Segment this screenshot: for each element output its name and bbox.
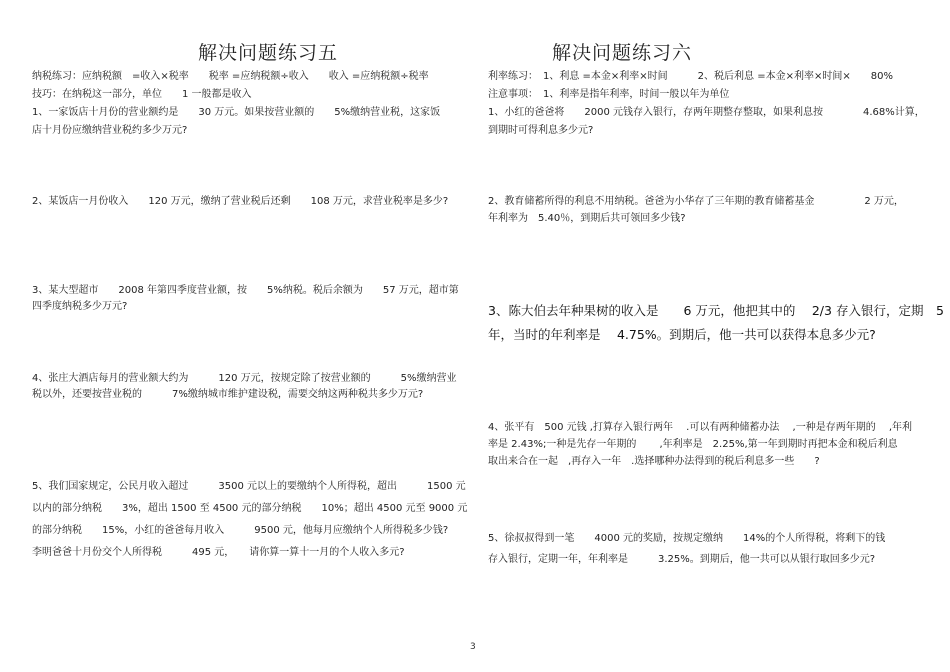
left-q4-line2: 税以外，还要按营业税的 7%缴纳城市维护建设税，需要交纳这两种税共多少万元? — [32, 389, 424, 400]
right-q3-line1: 3、陈大伯去年种果树的收入是 6 万元，他把其中的 2/3 存入银行，定期 5 — [488, 303, 944, 318]
left-q5-line3: 的部分纳税 15%，小红的爸爸每月收入 9500 元，他每月应缴纳个人所得税多少钱? — [32, 525, 449, 536]
right-q2-line2: 年利率为 5.40％，到期后共可领回多少钱? — [488, 213, 686, 224]
left-q3-line2: 四季度纳税多少万元? — [32, 301, 128, 312]
right-q1-line1: 1、小红的爸爸将 2000 元钱存入银行，存两年期整存整取，如果利息按 4.68%计算， — [488, 107, 925, 118]
right-title: 解决问题练习六 — [552, 42, 693, 64]
left-q4-line1: 4、张庄大酒店每月的营业额大约为 120 万元，按规定除了按营业额的 5%缴纳营业 — [32, 373, 457, 384]
left-q5-line2: 以内的部分纳税 3%，超出 1500 至 4500 元的部分纳税 10%；超出 4500 元至 9000 元 — [32, 503, 468, 514]
right-formula: 利率练习： 1、利息 =本金×利率×时间 2、税后利息 =本金×利率×时间× 80% — [488, 71, 893, 82]
left-q2-line1: 2、某饭店一月份收入 120 万元，缴纳了营业税后还剩 108 万元，求营业税率是多少? — [32, 196, 449, 207]
right-note: 注意事项： 1、利率是指年利率，时间一般以年为单位 — [488, 89, 730, 100]
left-formula: 纳税练习：应纳税额 =收入×税率 税率 =应纳税额÷收入 收入 =应纳税额÷税率 — [32, 71, 429, 82]
right-q5-line1: 5、徐叔叔得到一笔 4000 元的奖励，按规定缴纳 14%的个人所得税，将剩下的钱 — [488, 533, 886, 544]
left-tip: 技巧：在纳税这一部分，单位 1 一般都是收入 — [32, 89, 252, 100]
left-q1-line1: 1、一家饭店十月份的营业额约是 30 万元。如果按营业额的 5%缴纳营业税，这家饭 — [32, 107, 441, 118]
left-q5-line4: 李明爸爸十月份交个人所得税 495 元， 请你算一算十一月的个人收入多元? — [32, 547, 405, 558]
right-q3-line2: 年，当时的年利率是 4.75%。到期后，他一共可以获得本息多少元? — [488, 327, 876, 342]
left-q5-line1: 5、我们国家规定，公民月收入超过 3500 元以上的要缴纳个人所得税，超出 1500 元 — [32, 481, 466, 492]
right-q2-line1: 2、教育储蓄所得的利息不用纳税。爸爸为小华存了三年期的教育储蓄基金 2 万元， — [488, 196, 904, 207]
right-q4-line2: 率是 2.43%;一种是先存一年期的 ,年利率是 2.25%,第一年到期时再把本金和税后利息 — [488, 439, 898, 450]
right-q4-line3: 取出来合在一起 ,再存入一年 .选择哪种办法得到的税后利息多一些 ? — [488, 456, 820, 467]
left-q1-line2: 店十月份应缴纳营业税约多少万元? — [32, 125, 188, 136]
right-q5-line2: 存入银行，定期一年，年利率是 3.25%。到期后，他一共可以从银行取回多少元? — [488, 554, 876, 565]
page-number: 3 — [470, 642, 476, 652]
right-q4-line1: 4、张平有 500 元钱 ,打算存入银行两年 .可以有两种储蓄办法 ,一种是存两年期的 ,年利 — [488, 422, 913, 433]
right-q1-line2: 到期时可得利息多少元? — [488, 125, 594, 136]
left-title: 解决问题练习五 — [198, 42, 339, 64]
left-q3-line1: 3、某大型超市 2008 年第四季度营业额，按 5%纳税。税后余额为 57 万元，超市第 — [32, 285, 459, 296]
